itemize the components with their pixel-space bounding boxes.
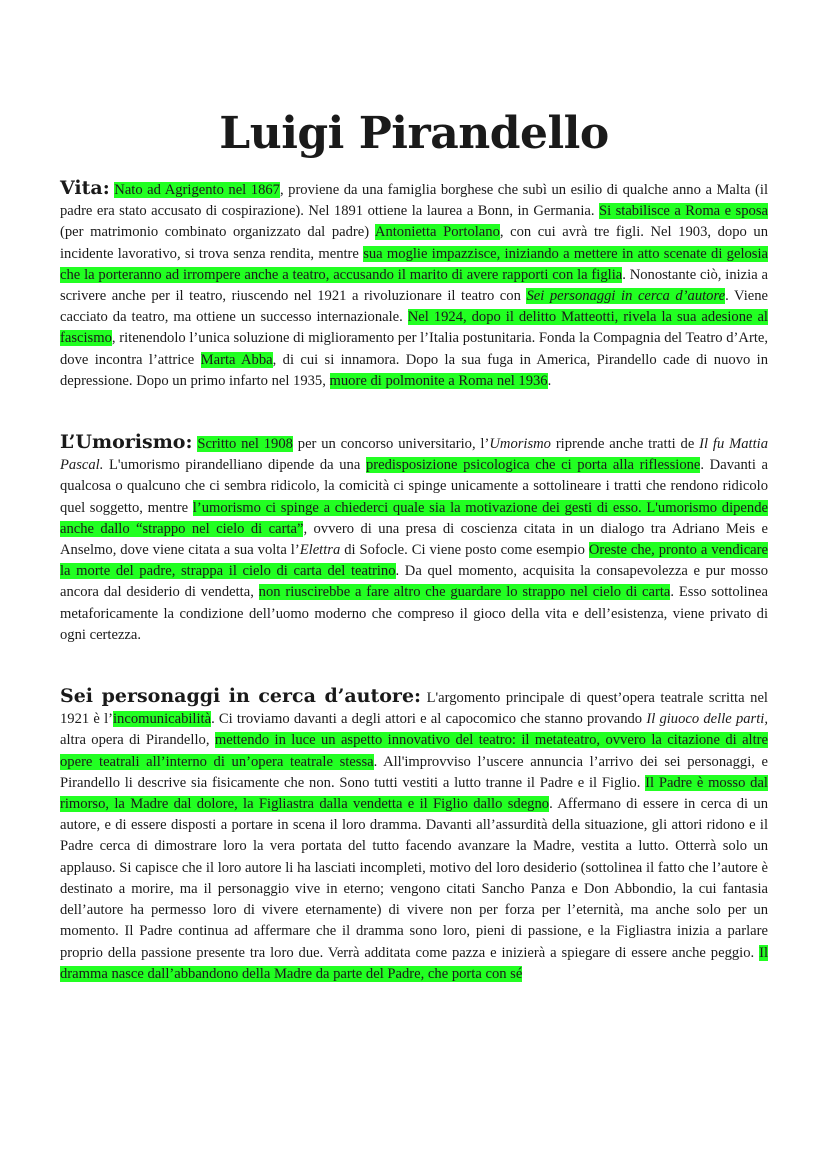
- section-umorismo: [60, 432, 768, 646]
- work-title: Umorismo: [489, 436, 551, 453]
- work-title: Elettra: [299, 542, 341, 559]
- highlighted-text: muore di polmonite a Roma nel 1936: [329, 372, 548, 389]
- highlighted-text: non riuscirebbe a fare altro che guardare lo strappo nel cielo di carta: [258, 584, 671, 601]
- highlighted-text: incomunicabilità: [113, 711, 212, 728]
- section-sei-personaggi: [60, 686, 768, 985]
- highlighted-text: Il dramma nasce dall’abbandono della Madre da parte del Padre, che porta con sé: [60, 944, 768, 982]
- text-run: , di cui si innamora. Dopo la sua fuga in America, Pirandello cade di nuovo in depressione. Dopo un primo infarto nel 1935,: [60, 351, 768, 389]
- section-vita: [60, 178, 768, 392]
- highlighted-text: Nel 1924, dopo il delitto Matteotti, rivela la sua adesione al fascismo: [60, 309, 768, 347]
- highlighted-text: Oreste che, pronto a vendicare la morte del padre, strappa il cielo di carta del teatrino: [60, 542, 768, 580]
- page-title: Luigi Pirandello: [219, 108, 609, 159]
- text-run: (per matrimonio combinato organizzato dal padre): [60, 224, 375, 241]
- text-run: di Sofocle. Ci viene posto come esempio: [340, 542, 589, 559]
- highlighted-text: Si stabilisce a Roma e sposa: [598, 203, 768, 220]
- highlighted-text: mettendo in luce un aspetto innovativo del teatro: il metateatro, ovvero la citazione di altre opere teatrali all’interno di un’opera teatrale stessa: [60, 732, 768, 770]
- paragraph: [60, 686, 768, 985]
- section-heading: Sei personaggi in cerca d’autore:: [60, 685, 422, 708]
- highlighted-title: Sei personaggi in cerca d’autore: [526, 288, 726, 305]
- text-run: . Davanti a qualcosa o qualcuno che ci sembra ridicolo, la comicità ci spinge unicamente a sottolineare i tratti che rendono ridicolo quel soggetto, mentre: [60, 457, 768, 516]
- text-run: . Ci troviamo davanti a degli attori e al capocomico che stanno provando: [211, 711, 647, 728]
- text-run: . Affermano di essere in cerca di un autore, e di essere disposti a portare in scena il loro dramma. Davanti all’assurdità della situazione, gli attori ridono e il Padre cerca di dimostrare loro la vera portata del tutto facendo avanzare la Madre, vestita a lutto. Otterrà solo un applauso. Si capisce che il loro autore li ha lasciati incompleti, motivo del loro desiderio (sottolinea il fatto che l’autore è destinato a morire, ma il personaggio vive in eterno; vengono citati Sancho Panza e Don Abbondio, la cui fantasia dell’autore ha permesso loro di vivere eternamente) di vivere non per forza per l’eternità, ma anche solo per un momento. Il Padre continua ad affermare che il dramma sono loro, pieni di passione, e la Figliastra inizia a parlare proprio della passione presente tra loro due. Verrà additata come pazza e inizierà a spiegare di essere anche peggio.: [60, 796, 768, 961]
- highlighted-text: sua moglie impazzisce, iniziando a mettere in atto scenate di gelosia che la porteranno ad irrompere anche a teatro, accusando il marito di avere rapporti con la figlia: [60, 245, 769, 283]
- paragraph: [60, 178, 768, 392]
- text-run: L'argomento principale di quest’opera teatrale scritta nel 1921 è l’: [60, 690, 768, 728]
- section-heading: Vita:: [60, 177, 110, 199]
- highlighted-text: Marta Abba: [200, 351, 273, 368]
- paragraph: [60, 432, 768, 646]
- text-run: , con cui avrà tre figli. Nel 1903, dopo un incidente lavorativo, si trova senza rendita, mentre: [60, 224, 768, 262]
- highlighted-text: Il Padre è mosso dal rimorso, la Madre dal dolore, la Figliastra dalla vendetta e il Figlio dallo sdegno: [60, 774, 768, 813]
- text-run: L'umorismo pirandelliano dipende da una: [103, 457, 366, 474]
- text-run: riprende anche tratti de: [550, 436, 700, 453]
- text-run: . Da quel momento, acquisita la consapevolezza e pur mosso ancora dal desiderio di vendetta,: [60, 563, 768, 601]
- highlighted-text: Antonietta Portolano: [374, 224, 500, 241]
- text-run: , ritenendolo l’unica soluzione di miglioramento per l’Italia postunitaria. Fonda la Compagnia del Teatro d’Arte, dove incontra l’attrice: [60, 330, 768, 368]
- text-run: . Viene cacciato da teatro, ma ottiene un successo internazionale.: [60, 288, 768, 326]
- section-heading: L’Umorismo:: [60, 431, 193, 454]
- text-run: altra opera di Pirandello,: [60, 732, 215, 749]
- text-run: . Nonostante ciò, inizia a scrivere anche per il teatro, riuscendo nel 1921 a rivoluzionare il teatro con: [60, 266, 768, 305]
- work-title: Il giuoco delle parti,: [646, 711, 768, 728]
- highlighted-text: predisposizione psicologica che ci porta alla riflessione: [365, 457, 701, 474]
- text-run: . All'improvviso l’uscere annuncia l’arrivo dei sei personaggi, e Pirandello li descrive sia fisicamente che non. Sono tutti vestiti a lutto tranne il Padre e il Figlio.: [60, 753, 769, 791]
- work-title: Il fu Mattia Pascal.: [60, 436, 768, 474]
- text-run: .: [547, 372, 552, 389]
- highlighted-text: Scritto nel 1908: [197, 436, 293, 453]
- text-run: , proviene da una famiglia borghese che subì un esilio di qualche anno a Malta (il padre era stato accusato di cospirazione). Nel 1891 ottiene la laurea a Bonn, in Germania.: [60, 182, 769, 220]
- text-run: per un concorso universitario, l’: [292, 436, 490, 453]
- text-run: , ovvero di una presa di coscienza citata in un dialogo tra Adriano Meis e Anselmo, dove viene citata a sua volta l’: [60, 520, 768, 559]
- highlighted-text: Nato ad Agrigento nel 1867: [114, 182, 280, 198]
- highlighted-text: l’umorismo ci spinge a chiederci quale sia la motivazione dei gesti di esso. L'umorismo dipende anche dallo “strappo nel cielo di carta”: [60, 499, 768, 537]
- text-run: . Esso sottolinea metaforicamente la condizione dell’uomo moderno che compreso il gioco della vita e dell’esistenza, viene privato di ogni certezza.: [60, 584, 768, 643]
